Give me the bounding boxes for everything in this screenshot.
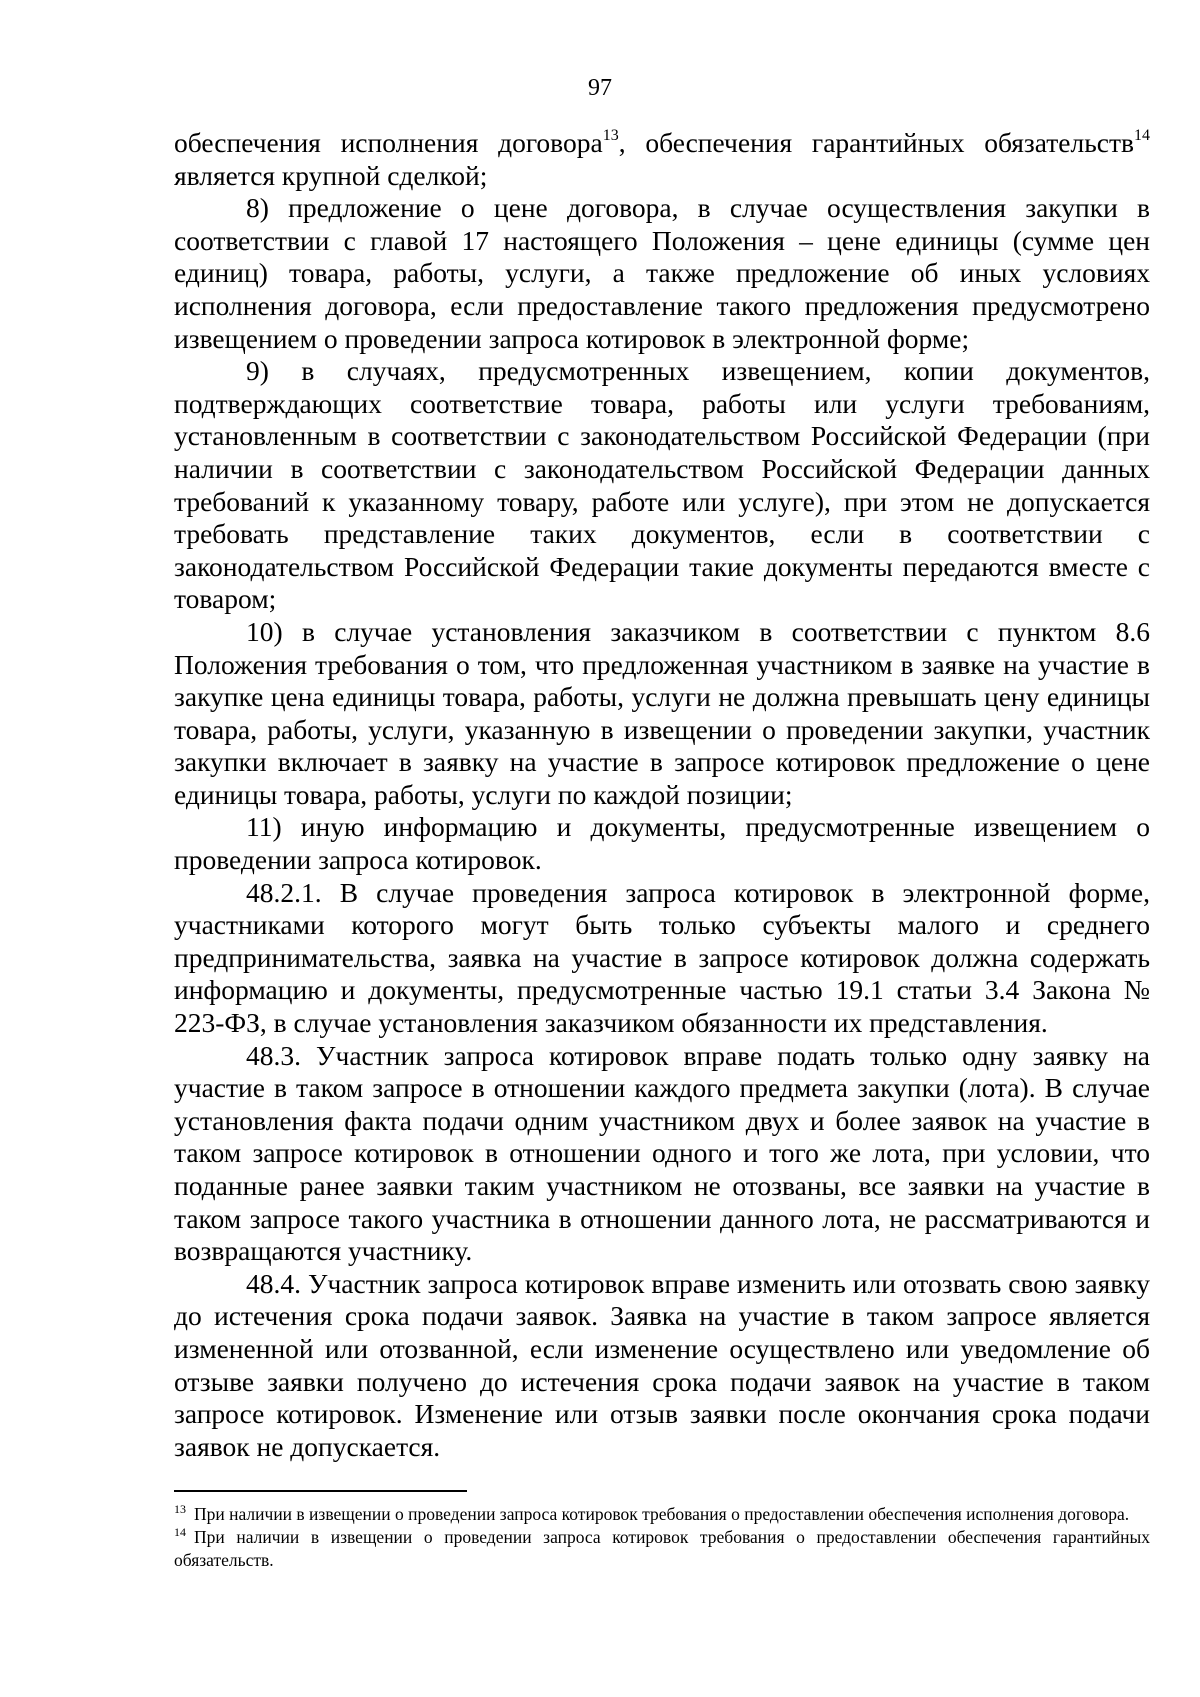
document-body xyxy=(174,127,1150,1463)
footnote-ref-13[interactable]: 13 xyxy=(602,127,619,144)
footnotes-section xyxy=(174,1503,1150,1572)
paragraph-item-9: 9) в случаях, предусмотренных извещением, копии документов, подтверждающих соответствие товара, работы или услуги требованиям, установленным в соответствии с законодательством Российской Федерации (при наличии в соответствии с законодательством Российской Федерации данных требований к указанному товару, работе или услуге), при этом не допускается требовать представление таких документов, если в соответствии с законодательством Российской Федерации такие документы передаются вместе с товаром; xyxy=(174,355,1150,615)
paragraph-text: , обеспечения гарантийных обязательств xyxy=(618,127,1134,158)
paragraph-48-4: 48.4. Участник запроса котировок вправе изменить или отозвать свою заявку до истечения срока подачи заявок. Заявка на участие в таком запросе является измененной или отозванной, если изменение осуществлено или уведомление об отзыве заявки получено до истечения срока подачи заявок на участие в таком запросе котировок. Изменение или отзыв заявки после окончания срока подачи заявок не допускается. xyxy=(174,1267,1150,1462)
paragraph-text: является крупной сделкой; xyxy=(174,159,488,191)
page-number: 97 xyxy=(588,75,612,101)
footnote-14 xyxy=(174,1526,1150,1572)
footnote-13 xyxy=(174,1503,1150,1526)
paragraph-item-8: 8) предложение о цене договора, в случае осуществления закупки в соответствии с главой 17 настоящего Положения – цене единицы (сумме цен единиц) товара, работы, услуги, а также предложение об иных условиях исполнения договора, если предоставление такого предложения предусмотрено извещением о проведении запроса котировок в электронной форме; xyxy=(174,192,1150,354)
footnote-ref-14[interactable]: 14 xyxy=(1134,127,1150,144)
footnote-text: При наличии в извещении о проведении запроса котировок требования о предоставлении обеспечения гарантийных обязательств. xyxy=(174,1527,1150,1570)
footnote-divider xyxy=(174,1490,467,1492)
paragraph-continuation xyxy=(174,127,1150,192)
paragraph-item-11: 11) иную информацию и документы, предусмотренные извещением о проведении запроса котировок. xyxy=(174,811,1150,876)
paragraph-48-2-1: 48.2.1. В случае проведения запроса котировок в электронной форме, участниками которого могут быть только субъекты малого и среднего предпринимательства, заявка на участие в запросе котировок должна содержать информацию и документы, предусмотренные частью 19.1 статьи 3.4 Закона № 223-ФЗ, в случае установления заказчиком обязанности их представления. xyxy=(174,876,1150,1039)
footnote-number: 14 xyxy=(174,1525,186,1539)
footnote-number: 13 xyxy=(174,1502,186,1516)
paragraph-item-10: 10) в случае установления заказчиком в соответствии с пунктом 8.6 Положения требования о том, что предложенная участником в заявке на участие в закупке цена единицы товара, работы, услуги не должна превышать цену единицы товара, работы, услуги, указанную в извещении о проведении закупки, участник закупки включает в заявку на участие в запросе котировок предложение о цене единицы товара, работы, услуги по каждой позиции; xyxy=(174,615,1150,810)
footnote-text: При наличии в извещении о проведении запроса котировок требования о предоставлении обеспечения исполнения договора. xyxy=(194,1504,1130,1524)
paragraph-text: обеспечения исполнения договора xyxy=(174,127,603,158)
paragraph-48-3: 48.3. Участник запроса котировок вправе подать только одну заявку на участие в таком запросе в отношении каждого предмета закупки (лота). В случае установления факта подачи одним участником двух и более заявок на участие в таком запросе котировок в отношении одного и того же лота, при условии, что поданные ранее заявки таким участником не отозваны, все заявки на участие в таком запросе такого участника в отношении данного лота, не рассматриваются и возвращаются участнику. xyxy=(174,1039,1150,1267)
